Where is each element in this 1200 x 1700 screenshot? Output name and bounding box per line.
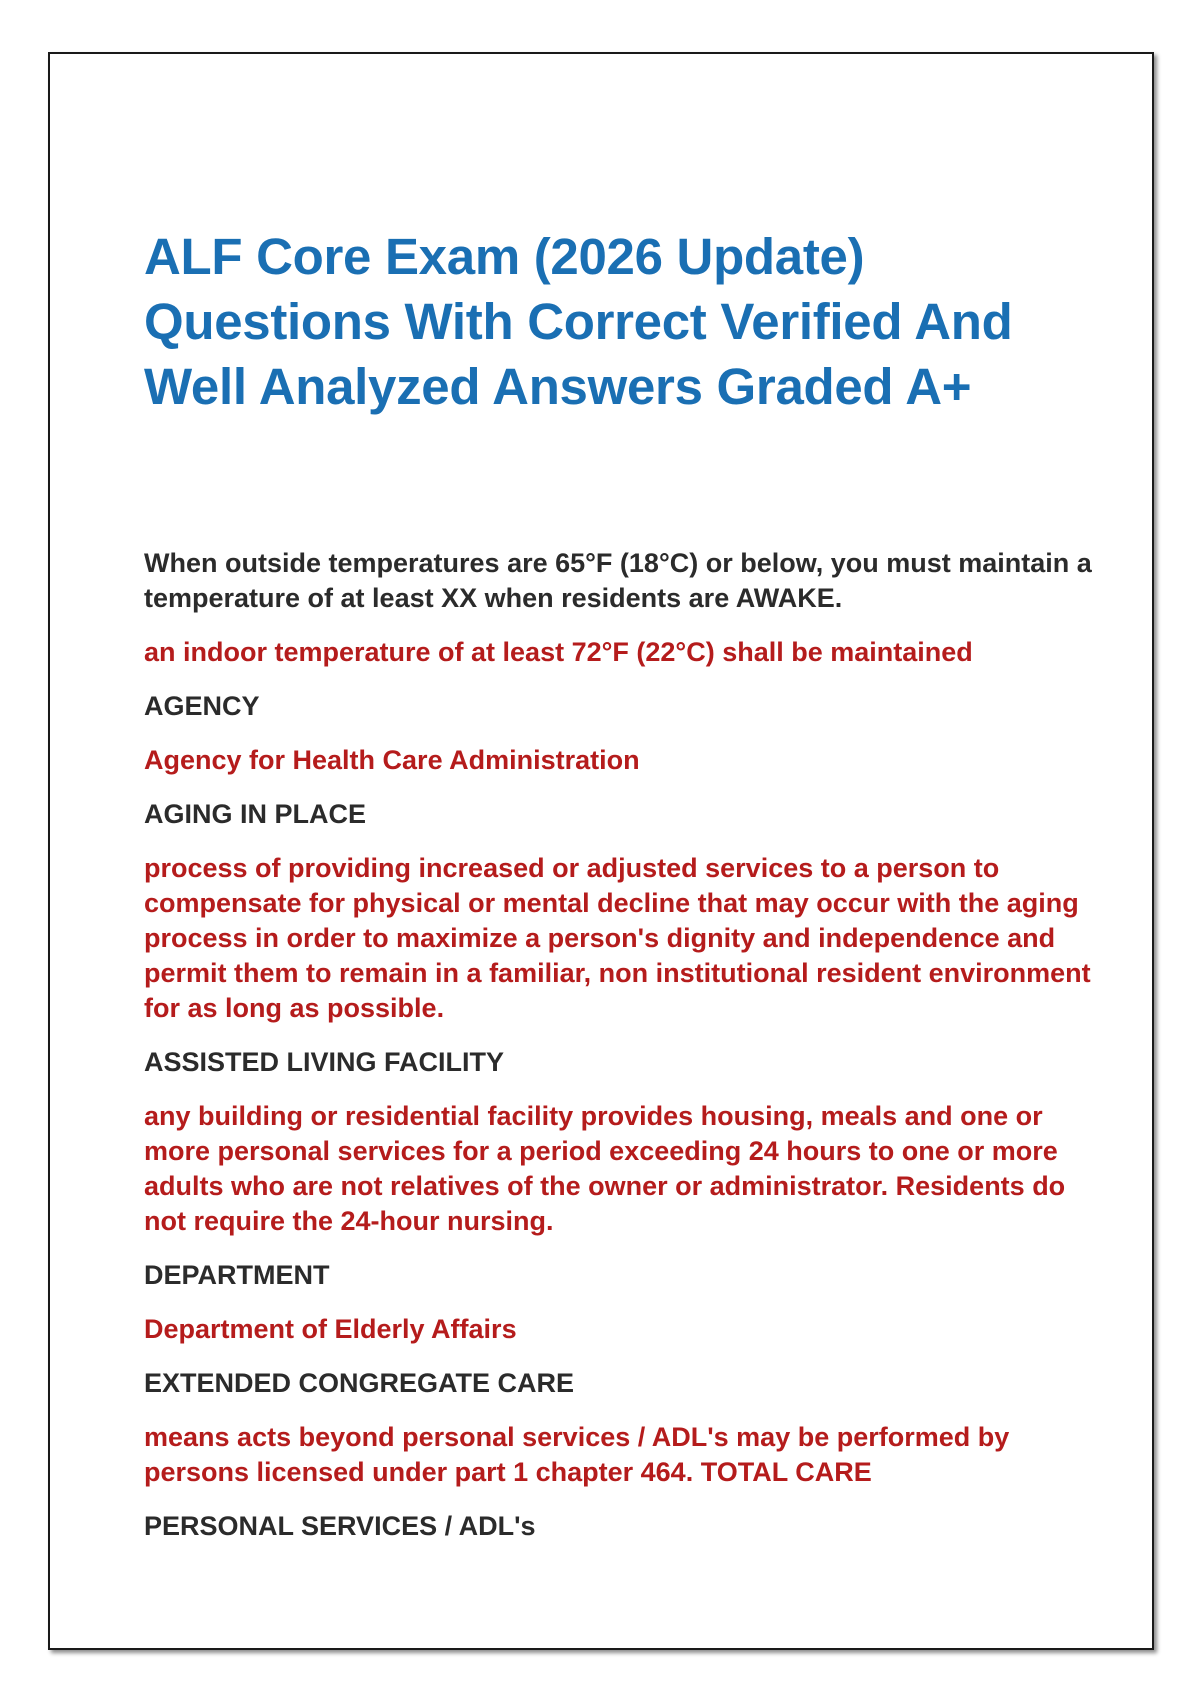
document-page [48,52,1154,1650]
question-temperature: When outside temperatures are 65°F (18°C) or below, you must maintain a temperature of at least XX when residents are AWAKE. [144,548,1092,613]
question-extended-congregate-care: EXTENDED CONGREGATE CARE [144,1368,575,1398]
qa-list [144,546,1104,1563]
answer-temperature: an indoor temperature of at least 72°F (22°C) shall be maintained [144,637,973,667]
question-agency: AGENCY [144,691,260,721]
answer-agency: Agency for Health Care Administration [144,745,640,775]
answer-aging-in-place: process of providing increased or adjusted services to a person to compensate for physical or mental decline that may occur with the aging process in order to maximize a person's dignity and independence and permit them to remain in a familiar, non institutional resident environment for as long as possible. [144,853,1091,1023]
answer-extended-congregate-care: means acts beyond personal services / ADL's may be performed by persons licensed under part 1 chapter 464. TOTAL CARE [144,1422,1010,1487]
question-department: DEPARTMENT [144,1260,330,1290]
answer-assisted-living-facility: any building or residential facility provides housing, meals and one or more personal services for a period exceeding 24 hours to one or more adults who are not relatives of the owner or administrator. Residents do not require the 24-hour nursing. [144,1101,1066,1236]
question-personal-services: PERSONAL SERVICES / ADL's [144,1511,536,1541]
question-aging-in-place: AGING IN PLACE [144,799,367,829]
document-title: ALF Core Exam (2026 Update) Questions With Correct Verified And Well Analyzed Answers Graded A+ [144,228,1013,415]
answer-department: Department of Elderly Affairs [144,1314,517,1344]
question-assisted-living-facility: ASSISTED LIVING FACILITY [144,1047,505,1077]
